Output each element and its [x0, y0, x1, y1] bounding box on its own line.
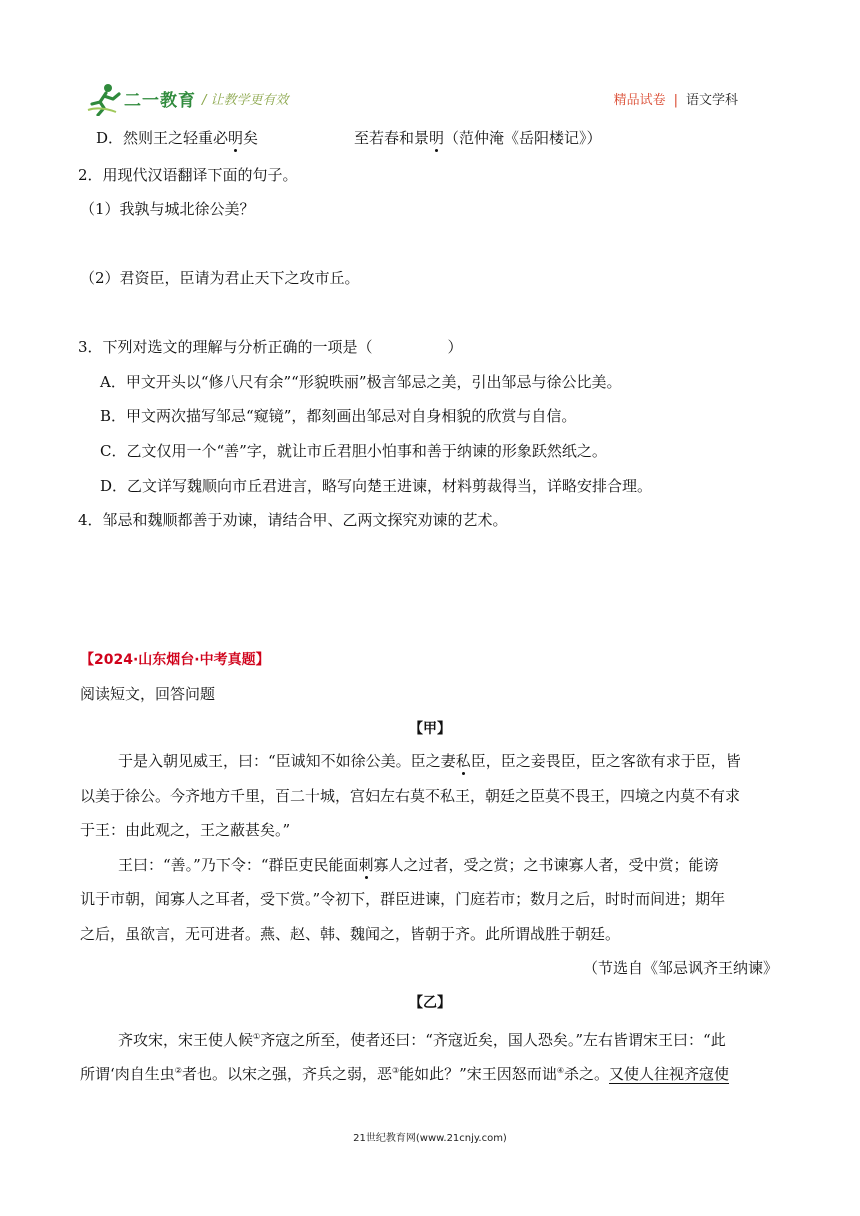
- jia-p1-line-3: 于王：由此观之，王之蔽甚矣。”: [80, 821, 291, 839]
- q2-sentence-1: （1）我孰与城北徐公美？: [80, 200, 255, 218]
- q2-sentence-2: （2）君资臣，臣请为君止天下之攻市丘。: [80, 269, 360, 287]
- q1-option-d-left: [96, 128, 258, 148]
- jia-p2-line-2: 讥于市朝，闻寡人之耳者，受下赏。”令初下，群臣进谏，门庭若市；数月之后，时时而间进；期年: [80, 890, 726, 908]
- q1-d-left-emphasis: 明: [228, 129, 244, 147]
- footnote-marker-1: ①: [253, 1032, 261, 1041]
- yi-underlined-sentence: 又使人往视齐寇使: [609, 1065, 730, 1083]
- slogan: / 让教学更有效: [202, 93, 289, 108]
- running-man-logo-icon: [86, 82, 122, 116]
- q3-option-d: D．乙文详写魏顺向市丘君进言，略写向楚王进谏，材料剪裁得当，详略安排合理。: [100, 477, 653, 495]
- yi-l2-text-b: 者也。以宋之强，齐兵之弱，恶: [181, 1065, 392, 1083]
- jia-p1-emphasis: 私: [455, 752, 471, 770]
- q3-option-a: A．甲文开头以“修八尺有余”“形貌昳丽”极言邹忌之美，引出邹忌与徐公比美。: [100, 373, 622, 391]
- q1-d-left-text-b: 矣: [243, 129, 259, 147]
- jia-p1-l1-text-b: 臣，臣之妾畏臣，臣之客欲有求于臣，皆: [470, 752, 741, 770]
- tag-subject: 语文学科: [685, 93, 738, 108]
- yi-l1-text-b: 齐寇之所至，使者还曰：“齐寇近矣，国人恐矣。”左右皆谓宋王曰：“此: [260, 1031, 726, 1049]
- page-header: [0, 70, 860, 130]
- q4-prompt: 4．邹忌和魏顺都善于劝谏，请结合甲、乙两文探究劝谏的艺术。: [78, 511, 508, 529]
- q3-option-b: B．甲文两次描写邹忌“窥镜”，都刻画出邹忌对自身相貌的欣赏与自信。: [100, 407, 577, 425]
- q1-option-d-right: [354, 128, 602, 148]
- page-footer: 21世纪教育网(www.21cnjy.com): [353, 1133, 507, 1144]
- yi-l2-text-a: 所谓‘肉自生虫: [80, 1065, 175, 1083]
- source-tag: 【2024·山东烟台·中考真题】: [80, 652, 270, 668]
- q1-d-right-text-a: 至若春和景: [354, 129, 430, 147]
- jia-p2-line-3: 之后，虽欲言，无可进者。燕、赵、韩、魏闻之，皆朝于齐。此所谓战胜于朝廷。: [80, 925, 621, 943]
- yi-l2-text-c: 能如此？”宋王因怒而诎: [399, 1065, 557, 1083]
- jia-source-note: （节选自《邹忌讽齐王纳谏》: [582, 959, 778, 977]
- q3-option-c: C．乙文仅用一个“善”字，就让市丘君胆小怕事和善于纳谏的形象跃然纸之。: [100, 442, 607, 460]
- yi-l1-text-a: 齐攻宋，宋王使人候: [118, 1031, 254, 1049]
- jia-p1-line-1: [118, 751, 741, 771]
- q3-prompt: 3．下列对选文的理解与分析正确的一项是（ ）: [78, 338, 463, 356]
- tag-premium-paper: 精品试卷: [613, 93, 666, 108]
- q2-prompt: 2．用现代汉语翻译下面的句子。: [78, 166, 298, 184]
- jia-p2-line-1: [118, 855, 719, 875]
- footnote-marker-2: ②: [174, 1066, 182, 1075]
- reading-instruction: 阅读短文，回答问题: [80, 685, 216, 703]
- jia-p2-l1-text-b: 寡人之过者，受之赏；之书谏寡人者，受中赏；能谤: [373, 856, 719, 874]
- q1-d-right-text-b: （范仲淹《岳阳楼记》）: [444, 129, 602, 147]
- footnote-marker-3: ③: [391, 1066, 400, 1075]
- yi-line-1: [118, 1027, 726, 1050]
- tag-separator: |: [673, 93, 678, 108]
- jia-p1-line-2: 以美于徐公。今齐地方千里，百二十城，宫妇左右莫不私王，朝廷之臣莫不畏王，四境之内莫不有求: [80, 787, 741, 805]
- jia-p2-l1-text-a: 王曰：“善。”乃下令：“群臣吏民能面: [118, 856, 359, 874]
- passage-yi-heading: 【乙】: [409, 995, 451, 1011]
- jia-p1-l1-text-a: 于是入朝见威王，曰：“臣诚知不如徐公美。臣之妻: [118, 752, 456, 770]
- yi-l2-text-d: 杀之。: [563, 1065, 609, 1083]
- yi-line-2: [80, 1061, 729, 1084]
- q1-d-right-emphasis: 明: [429, 129, 445, 147]
- logo-text: 二一教育: [124, 91, 196, 111]
- q1-d-left-text-a: D．然则王之轻重必: [96, 129, 229, 147]
- footnote-marker-4: ④: [556, 1066, 564, 1075]
- jia-p2-emphasis: 刺: [358, 856, 374, 874]
- header-tags: [614, 89, 738, 108]
- passage-jia-heading: 【甲】: [409, 721, 451, 737]
